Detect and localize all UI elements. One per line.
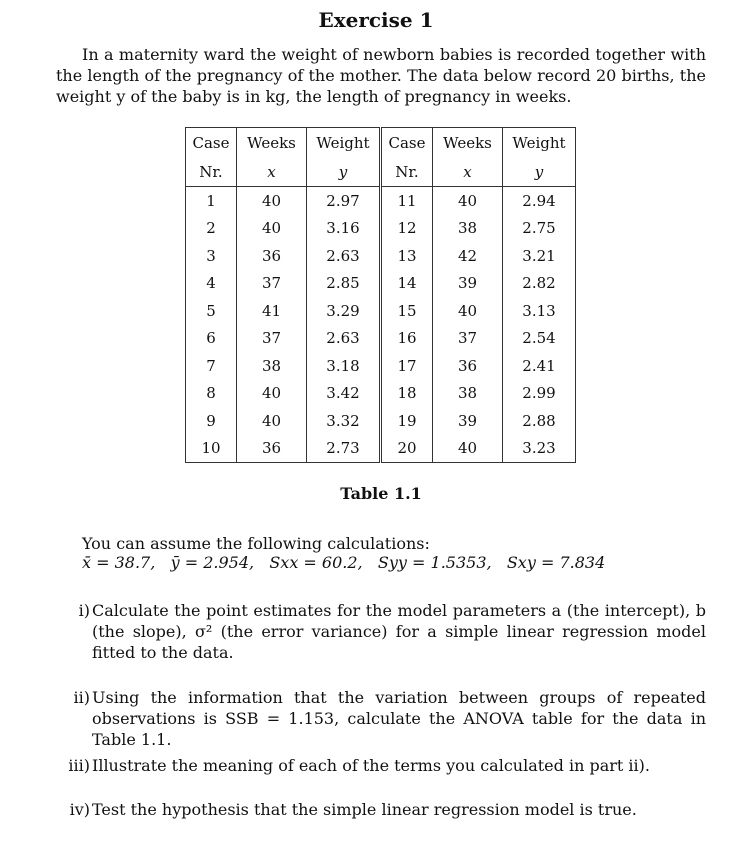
table-row	[186, 215, 576, 243]
cell-weight: 2.63	[307, 325, 381, 353]
cell-weight: 2.99	[503, 380, 576, 408]
cell-case-nr: 2	[186, 215, 237, 243]
table-row	[186, 187, 576, 215]
cell-weight: 3.32	[307, 407, 381, 435]
cell-weeks: 38	[433, 380, 503, 408]
cell-case-nr: 10	[186, 435, 237, 463]
table-row	[186, 270, 576, 298]
cell-weight: 3.42	[307, 380, 381, 408]
header-case: Case	[186, 128, 237, 159]
question-iii	[58, 755, 706, 776]
table-body	[186, 187, 576, 463]
cell-weight: 3.16	[307, 215, 381, 243]
table-row	[186, 242, 576, 270]
cell-weight: 2.63	[307, 242, 381, 270]
cell-case-nr: 8	[186, 380, 237, 408]
question-number: iii)	[68, 756, 90, 775]
table-row	[186, 407, 576, 435]
cell-weeks: 40	[237, 187, 307, 215]
question-number: i)	[78, 601, 90, 620]
cell-weight: 2.85	[307, 270, 381, 298]
question-text: Test the hypothesis that the simple linear regression model is true.	[92, 800, 637, 819]
cell-weeks: 40	[237, 215, 307, 243]
question-text: Illustrate the meaning of each of the terms you calculated in part ii).	[92, 756, 650, 775]
cell-case-nr: 18	[381, 380, 433, 408]
cell-weight: 3.18	[307, 352, 381, 380]
cell-weeks: 36	[237, 242, 307, 270]
table-row	[186, 435, 576, 463]
subheader-x: x	[433, 158, 503, 187]
cell-weight: 2.82	[503, 270, 576, 298]
cell-case-nr: 19	[381, 407, 433, 435]
cell-weeks: 38	[237, 352, 307, 380]
assumption-text: You can assume the following calculations:	[82, 534, 430, 553]
cell-weeks: 39	[433, 270, 503, 298]
cell-case-nr: 6	[186, 325, 237, 353]
cell-weeks: 40	[433, 435, 503, 463]
cell-case-nr: 16	[381, 325, 433, 353]
cell-weeks: 37	[237, 270, 307, 298]
header-weeks: Weeks	[433, 128, 503, 159]
cell-case-nr: 4	[186, 270, 237, 298]
cell-weeks: 36	[433, 352, 503, 380]
cell-case-nr: 11	[381, 187, 433, 215]
cell-case-nr: 1	[186, 187, 237, 215]
cell-case-nr: 3	[186, 242, 237, 270]
table-header-row	[186, 128, 576, 159]
subheader-nr: Nr.	[186, 158, 237, 187]
header-weight: Weight	[307, 128, 381, 159]
cell-case-nr: 15	[381, 297, 433, 325]
cell-weeks: 40	[237, 380, 307, 408]
cell-weeks: 37	[237, 325, 307, 353]
table-row	[186, 352, 576, 380]
cell-weeks: 38	[433, 215, 503, 243]
header-weight: Weight	[503, 128, 576, 159]
table-row	[186, 297, 576, 325]
cell-weeks: 37	[433, 325, 503, 353]
cell-case-nr: 9	[186, 407, 237, 435]
subheader-x: x	[237, 158, 307, 187]
cell-case-nr: 13	[381, 242, 433, 270]
exercise-title: Exercise 1	[318, 8, 434, 32]
cell-weight: 2.41	[503, 352, 576, 380]
table-row	[186, 380, 576, 408]
cell-weight: 2.75	[503, 215, 576, 243]
question-iv	[58, 799, 706, 820]
cell-weight: 3.23	[503, 435, 576, 463]
subheader-y: y	[503, 158, 576, 187]
cell-weeks: 40	[433, 297, 503, 325]
intro-paragraph: In a maternity ward the weight of newborn babies is recorded together with the length of the pregnancy of the mother. The data below record 20 births, the weight y of the baby is in kg, the length of pregnancy in weeks.	[56, 45, 706, 106]
cell-case-nr: 12	[381, 215, 433, 243]
cell-weight: 2.73	[307, 435, 381, 463]
question-number: ii)	[73, 688, 90, 707]
table-subheader-row	[186, 158, 576, 187]
birth-data-table	[185, 127, 576, 463]
header-case: Case	[381, 128, 433, 159]
cell-weeks: 36	[237, 435, 307, 463]
cell-weight: 3.13	[503, 297, 576, 325]
cell-weight: 2.88	[503, 407, 576, 435]
question-text: Using the information that the variation between groups of repeated observations is SSB = 1.153, calculate the ANOVA table for the data in Table 1.1.	[92, 688, 706, 749]
cell-case-nr: 14	[381, 270, 433, 298]
table-caption: Table 1.1	[340, 484, 422, 503]
cell-weeks: 41	[237, 297, 307, 325]
cell-case-nr: 7	[186, 352, 237, 380]
cell-weight: 3.21	[503, 242, 576, 270]
cell-case-nr: 5	[186, 297, 237, 325]
header-weeks: Weeks	[237, 128, 307, 159]
calculations-line: x̄ = 38.7, ȳ = 2.954, Sxx = 60.2, Syy = 1.5353, Sxy = 7.834	[82, 553, 606, 572]
cell-weight: 3.29	[307, 297, 381, 325]
cell-weeks: 40	[433, 187, 503, 215]
question-number: iv)	[69, 800, 90, 819]
table-row	[186, 325, 576, 353]
cell-weight: 2.54	[503, 325, 576, 353]
cell-weight: 2.97	[307, 187, 381, 215]
cell-weeks: 40	[237, 407, 307, 435]
subheader-nr: Nr.	[381, 158, 433, 187]
cell-weight: 2.94	[503, 187, 576, 215]
question-i	[58, 600, 706, 663]
question-text: Calculate the point estimates for the model parameters a (the intercept), b (the slope), σ² (the error variance) for a simple linear regression model fitted to the data.	[92, 601, 706, 662]
cell-weeks: 42	[433, 242, 503, 270]
cell-case-nr: 20	[381, 435, 433, 463]
question-ii	[58, 687, 706, 750]
subheader-y: y	[307, 158, 381, 187]
cell-weeks: 39	[433, 407, 503, 435]
cell-case-nr: 17	[381, 352, 433, 380]
